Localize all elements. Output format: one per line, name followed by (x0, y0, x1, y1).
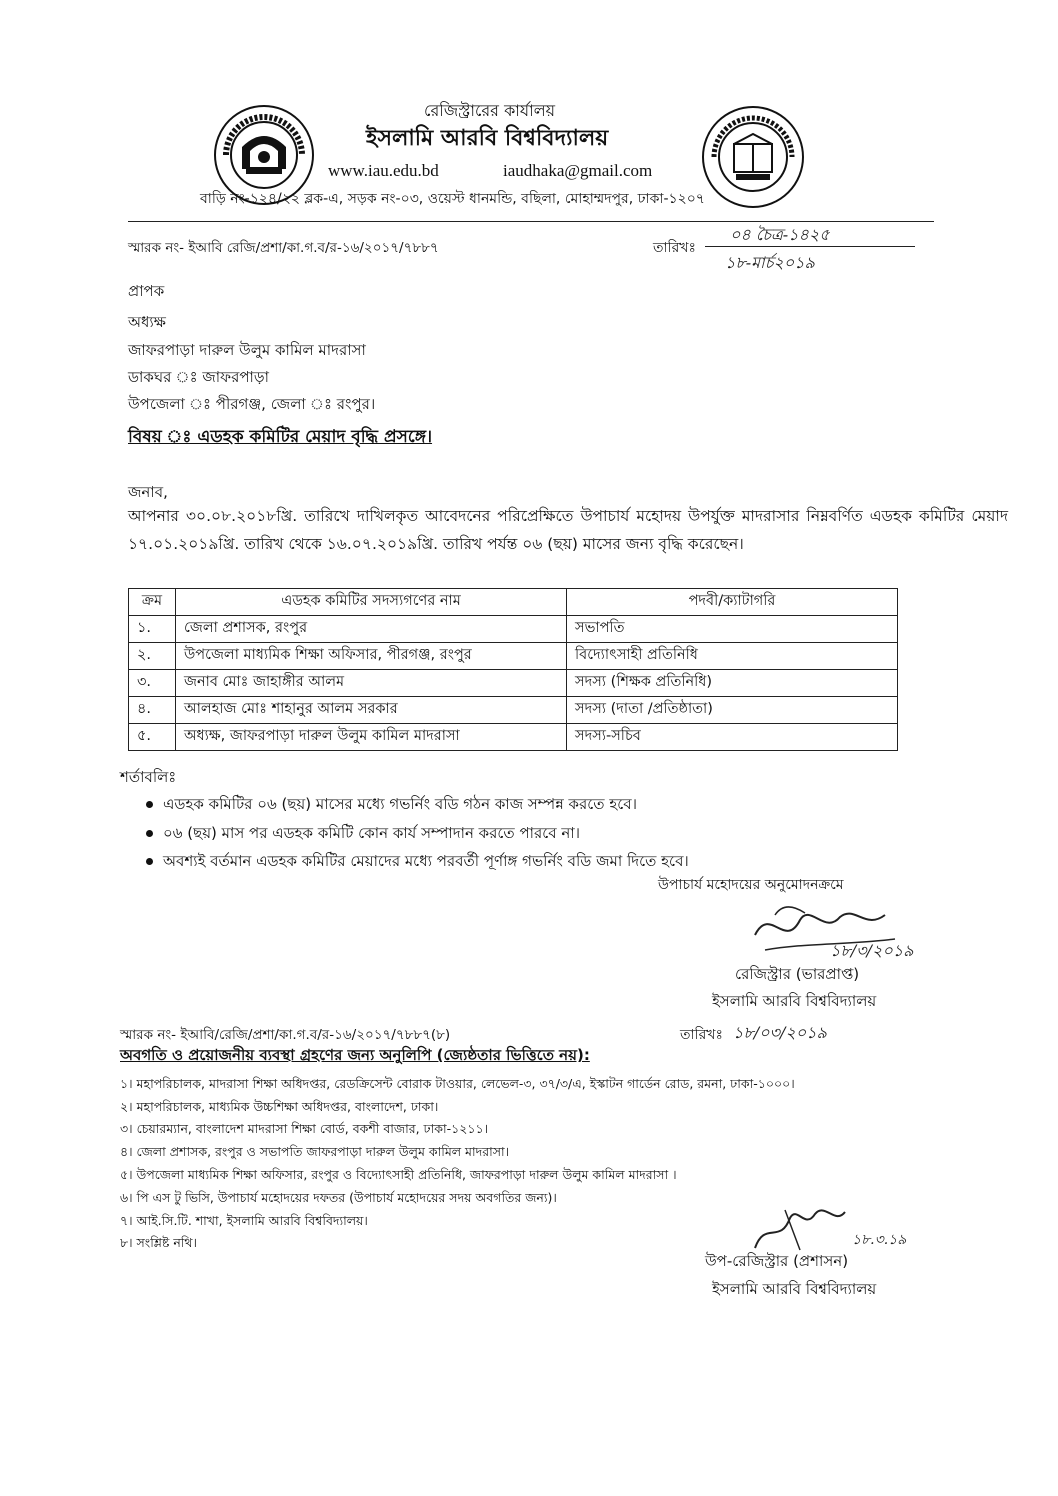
salutation: জনাব, (128, 483, 168, 501)
registrar-title: রেজিস্ট্রার (ভারপ্রাপ্ত) (735, 965, 860, 983)
cell-member-name: উপজেলা মাধ্যমিক শিক্ষা অফিসার, পীরগঞ্জ, রংপুর (176, 643, 567, 670)
col-name-header: এডহক কমিটির সদস্যগণের নাম (176, 589, 567, 616)
table-row (129, 724, 898, 751)
copy-item: ৫। উপজেলা মাধ্যমিক শিক্ষা অফিসার, রংপুর ও বিদ্যোৎসাহী প্রতিনিধি, জাফরপাড়া দারুল উলুম কামিল মাদরাসা । (120, 1167, 677, 1182)
copy-item: ৭। আই.সি.টি. শাখা, ইসলামি আরবি বিশ্ববিদ্যালয়। (120, 1213, 368, 1228)
recipient-line: ডাকঘর ঃ জাফরপাড়া (128, 368, 269, 386)
condition-item (146, 850, 689, 872)
cell-designation: সদস্য (দাতা /প্রতিষ্ঠাতা) (567, 697, 898, 724)
deputy-registrar-sign-date: ১৮.৩.১৯ (852, 1232, 907, 1248)
copy-ref: স্মারক নং- ইআবি/রেজি/প্রশা/কা.গ.ব/র-১৬/২০১৭/৭৮৮৭(৮) (120, 1027, 451, 1043)
table-row (129, 697, 898, 724)
bullet-icon (146, 830, 153, 837)
bullet-icon (146, 858, 153, 865)
col-serial-header: ক্রম (129, 589, 176, 616)
cell-designation: সদস্য (শিক্ষক প্রতিনিধি) (567, 670, 898, 697)
memo-date-bangla: ০৪ চৈত্র-১৪২৫ (730, 225, 830, 244)
recipient-line: জাফরপাড়া দারুল উলুম কামিল মাদরাসা (128, 341, 366, 359)
approval-note: উপাচার্য মহোদয়ের অনুমোদনক্রমে (658, 877, 844, 893)
memo-ref: স্মারক নং- ইআবি রেজি/প্রশা/কা.গ.ব/র-১৬/২০১৭/৭৮৮৭ (128, 240, 439, 256)
office-name: রেজিস্ট্রারের কার্যালয় (424, 101, 556, 120)
deputy-registrar-org: ইসলামি আরবি বিশ্ববিদ্যালয় (712, 1280, 877, 1298)
cell-serial: ২. (129, 643, 176, 670)
recipient-label: প্রাপক (128, 282, 165, 300)
bullet-icon (146, 801, 153, 808)
condition-text: এডহক কমিটির ০৬ (ছয়) মাসের মধ্যে গভর্নিং বডি গঠন কাজ সম্পন্ন করতে হবে। (163, 795, 637, 813)
cell-member-name: অধ্যক্ষ, জাফরপাড়া দারুল উলুম কামিল মাদরাসা (176, 724, 567, 751)
cell-designation: সদস্য-সচিব (567, 724, 898, 751)
copy-date-label: তারিখঃ (680, 1027, 723, 1043)
copy-item: ১। মহাপরিচালক, মাদরাসা শিক্ষা অধিদপ্তর, রেডক্রিসেন্ট বোরাক টাওয়ার, লেভেল-৩, ৩৭/৩/এ, ইস্কাটন গার্ডেন রোড, রমনা, ঢাকা-১০০০। (120, 1076, 795, 1091)
office-address: বাড়ি নং-১২৪/২২ ব্লক-এ, সড়ক নং-০৩, ওয়েস্ট ধানমন্ডি, বছিলা, মোহাম্মদপুর, ঢাকা-১২০৭ (200, 191, 705, 207)
copy-item: ৪। জেলা প্রশাসক, রংপুর ও সভাপতি জাফরপাড়া দারুল উলুম কামিল মাদরাসা। (120, 1144, 510, 1159)
cell-designation: সভাপতি (567, 616, 898, 643)
registrar-sign-date: ১৮/৩/২০১৯ (830, 941, 914, 960)
copy-item: ৩। চেয়ারম্যান, বাংলাদেশ মাদরাসা শিক্ষা বোর্ড, বকশী বাজার, ঢাকা-১২১১। (120, 1121, 489, 1136)
copy-item: ৮। সংশ্লিষ্ট নথি। (120, 1235, 197, 1250)
copy-item: ২। মহাপরিচালক, মাধ্যমিক উচ্চশিক্ষা অধিদপ্তর, বাংলাদেশ, ঢাকা। (120, 1099, 439, 1114)
cell-serial: ৩. (129, 670, 176, 697)
copy-item: ৬। পি এস টু ভিসি, উপাচার্য মহোদয়ের দফতর (উপাচার্য মহোদয়ের সদয় অবগতির জন্য)। (120, 1190, 557, 1205)
col-designation-header: পদবী/ক্যাটাগরি (567, 589, 898, 616)
copy-date: ১৮/০৩/২০১৯ (733, 1023, 827, 1042)
date-underline (705, 246, 915, 247)
copy-heading: অবগতি ও প্রয়োজনীয় ব্যবস্থা গ্রহণের জন্য অনুলিপি (জ্যেষ্ঠতার ভিত্তিতে নয়): (120, 1046, 590, 1064)
cell-serial: ৫. (129, 724, 176, 751)
table-row (129, 670, 898, 697)
cell-member-name: আলহাজ মোঃ শাহানুর আলম সরকার (176, 697, 567, 724)
deputy-registrar-title: উপ-রেজিস্ট্রার (প্রশাসন) (705, 1252, 849, 1270)
condition-text: অবশ্যই বর্তমান এডহক কমিটির মেয়াদের মধ্যে পরবর্তী পূর্ণাঙ্গ গভর্নিং বডি জমা দিতে হবে। (163, 852, 689, 870)
condition-text: ০৬ (ছয়) মাস পর এডহক কমিটি কোন কার্য সম্পাদান করতে পারবে না। (163, 824, 581, 842)
website-link[interactable]: www.iau.edu.bd (328, 161, 439, 180)
cell-serial: ৪. (129, 697, 176, 724)
email-link[interactable]: iaudhaka@gmail.com (503, 161, 653, 180)
recipient-line: উপজেলা ঃ পীরগঞ্জ, জেলা ঃ রংপুর। (128, 395, 376, 413)
committee-table (128, 588, 898, 751)
recipient-line: অধ্যক্ষ (128, 313, 166, 331)
university-name: ইসলামি আরবি বিশ্ববিদ্যালয় (366, 126, 609, 151)
table-row (129, 616, 898, 643)
cell-serial: ১. (129, 616, 176, 643)
table-header-row (129, 589, 898, 616)
condition-item (146, 822, 580, 844)
memo-date-english: ১৮-মার্চ২০১৯ (725, 253, 815, 272)
condition-item (146, 793, 637, 815)
cell-member-name: জনাব মোঃ জাহাঙ্গীর আলম (176, 670, 567, 697)
subject-line: বিষয় ঃ এডহক কমিটির মেয়াদ বৃদ্ধি প্রসঙ্গে। (128, 427, 433, 447)
conditions-label: শর্তাবলিঃ (120, 768, 177, 786)
body-paragraph: আপনার ৩০.০৮.২০১৮খ্রি. তারিখে দাখিলকৃত আবেদনের পরিপ্রেক্ষিতে উপাচার্য মহোদয় উপর্যুক্ত মাদরাসার নিম্নবর্ণিত এডহক কমিটির মেয়াদ ১৭.০১.২০১৯খ্রি. তারিখ থেকে ১৬.০৭.২০১৯খ্রি. তারিখ পর্যন্ত ০৬ (ছয়) মাসের জন্য বৃদ্ধি করেছেন। (128, 507, 1008, 553)
table-row (129, 643, 898, 670)
memo-date-label: তারিখঃ (653, 240, 696, 256)
cell-member-name: জেলা প্রশাসক, রংপুর (176, 616, 567, 643)
registrar-org: ইসলামি আরবি বিশ্ববিদ্যালয় (712, 992, 877, 1010)
cell-designation: বিদ্যোৎসাহী প্রতিনিধি (567, 643, 898, 670)
university-logo-right (700, 104, 806, 210)
